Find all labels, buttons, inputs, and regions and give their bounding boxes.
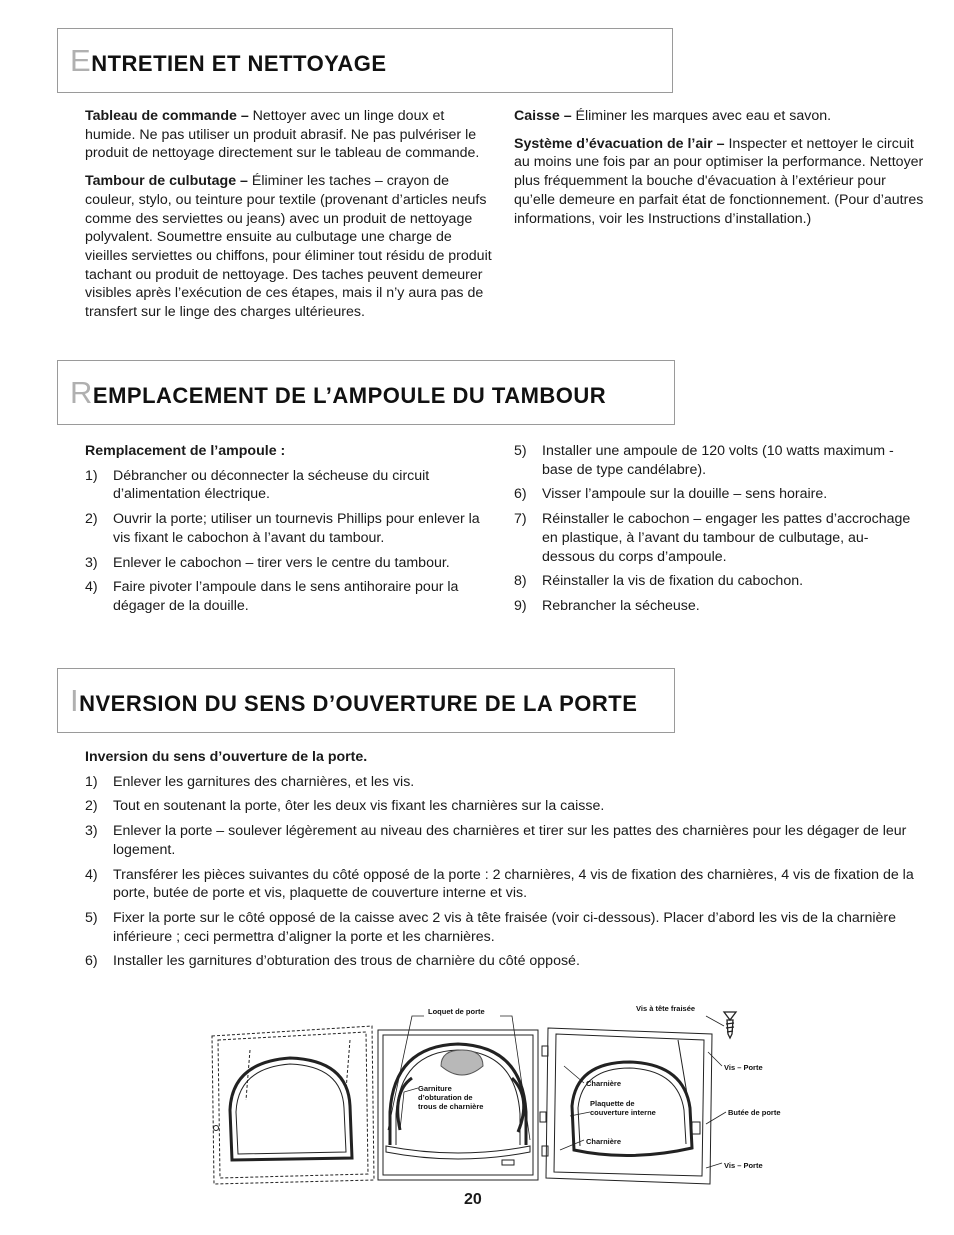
inversion-column	[85, 748, 923, 977]
entretien-right-column	[514, 107, 926, 237]
page-number: 20	[464, 1191, 482, 1208]
drum-light-cover	[441, 1050, 483, 1075]
section-header-entretien	[57, 28, 673, 93]
ampoule-right-column	[514, 442, 914, 622]
list-item: 1) Enlever les garnitures des charnières, et les vis.	[85, 773, 415, 790]
list-item: 2) Tout en soutenant la porte, ôter les deux vis fixant les charnières sur la caisse.	[85, 798, 605, 815]
paragraph: Tambour de culbutage – Éliminer les taches – crayon de couleur, stylo, ou teinture pour textile (provenant d’articles neufs comme des serviettes ou jeans) avec un produit de nettoyage polyvalent. Soumettre ensuite au culbutage une charge de vieilles serviettes ou chiffons, pour éliminer tout résidu de produit tachant ou produit de nettoyage. Des taches peuvent demeurer visibles après l’exécution de ces étapes, mais il n’y aura pas de transfert sur le linge des charges ultérieures.	[85, 173, 492, 321]
list-item: 2) Ouvrir la porte; utiliser un tournevis Phillips pour enlever la vis fixant le cabochon à l’avant du tambour.	[85, 511, 480, 546]
countersunk-screw-icon	[724, 1012, 736, 1038]
section-title: INVERSION DU SENS D’OUVERTURE DE LA PORTE	[70, 683, 638, 718]
list-item: 6) Installer les garnitures d’obturation des trous de charnière du côté opposé.	[85, 953, 580, 970]
list-item: 6) Visser l’ampoule sur la douille – sens horaire.	[514, 486, 828, 503]
label-garniture: Garniture d’obturation de trous de charnière	[418, 1084, 484, 1111]
list-item: 9) Rebrancher la sécheuse.	[514, 597, 700, 614]
section-header-ampoule	[57, 360, 675, 425]
list-item: 5) Fixer la porte sur le côté opposé de la caisse avec 2 vis à tête fraisée (voir ci-dessous). Placer d’abord les vis de la charnière inférieure ; ceci permettra d’aligner la porte et les charnières.	[85, 909, 897, 945]
removed-door-window	[230, 1058, 352, 1160]
label-charniere-bottom: Charnière	[586, 1137, 622, 1146]
steps-list	[514, 442, 914, 616]
list-item: 1) Débrancher ou déconnecter la sécheuse du circuit d’alimentation électrique.	[85, 467, 430, 503]
steps-list	[85, 773, 923, 971]
subtitle: Inversion du sens d’ouverture de la porte.	[85, 749, 368, 765]
list-item: 4) Faire pivoter l’ampoule dans le sens antihoraire pour la dégager de la douille.	[85, 579, 459, 614]
paragraph: Caisse – Éliminer les marques avec eau et savon.	[514, 108, 832, 124]
list-item: 8) Réinstaller la vis de fixation du cabochon.	[514, 573, 804, 590]
list-item: 7) Réinstaller le cabochon – engager les pattes d’accrochage en plastique, à l’avant du tambour de culbutage, au-dessous du corps d’ampoule.	[514, 511, 911, 565]
door-reversal-diagram	[0, 995, 954, 1190]
ampoule-left-column	[85, 442, 497, 622]
list-item: 5) Installer une ampoule de 120 volts (10 watts maximum - base de type candélabre).	[514, 443, 894, 478]
paragraph: Tableau de commande – Nettoyer avec un linge doux et humide. Ne pas utiliser un produit abrasif. Ne pas pulvériser le produit de nettoyage directement sur le tableau de commande.	[85, 108, 480, 162]
label-vis-porte-top: Vis – Porte	[724, 1063, 763, 1072]
label-loquet: Loquet de porte	[428, 1007, 485, 1016]
label-vis-tete: Vis à tête fraisée	[636, 1004, 696, 1013]
section-title: ENTRETIEN ET NETTOYAGE	[70, 43, 387, 78]
entretien-left-column	[85, 107, 495, 331]
label-vis-porte-bottom: Vis – Porte	[724, 1161, 763, 1170]
section-header-inversion	[57, 668, 675, 733]
list-item: 4) Transférer les pièces suivantes du côté opposé de la porte : 2 charnières, 4 vis de fixation des charnières, 4 vis de fixation de la porte, butée de porte et vis, plaquette de couverture interne et vis.	[85, 866, 914, 902]
steps-list	[85, 467, 497, 616]
label-plaquette: Plaquette de couverture interne	[590, 1099, 656, 1117]
label-butee: Butée de porte	[728, 1108, 781, 1117]
label-charniere-top: Charnière	[586, 1079, 622, 1088]
paragraph: Système d’évacuation de l’air – Inspecter et nettoyer le circuit au moins une fois par an pour optimiser la performance. Nettoyer plus fréquemment la bouche d'évacuation à l’extérieur pour qu’elle demeure en parfait état de fonctionnement. (Pour d’autres informations, voir les Instructions d’installation.)	[514, 135, 924, 227]
section-title: REMPLACEMENT DE L’AMPOULE DU TAMBOUR	[70, 375, 607, 410]
list-item: 3) Enlever la porte – soulever légèrement au niveau des charnières et tirer sur les pattes des charnières pour les dégager de leur logement.	[85, 823, 907, 858]
subtitle: Remplacement de l’ampoule :	[85, 443, 286, 459]
list-item: 3) Enlever le cabochon – tirer vers le centre du tambour.	[85, 554, 450, 571]
